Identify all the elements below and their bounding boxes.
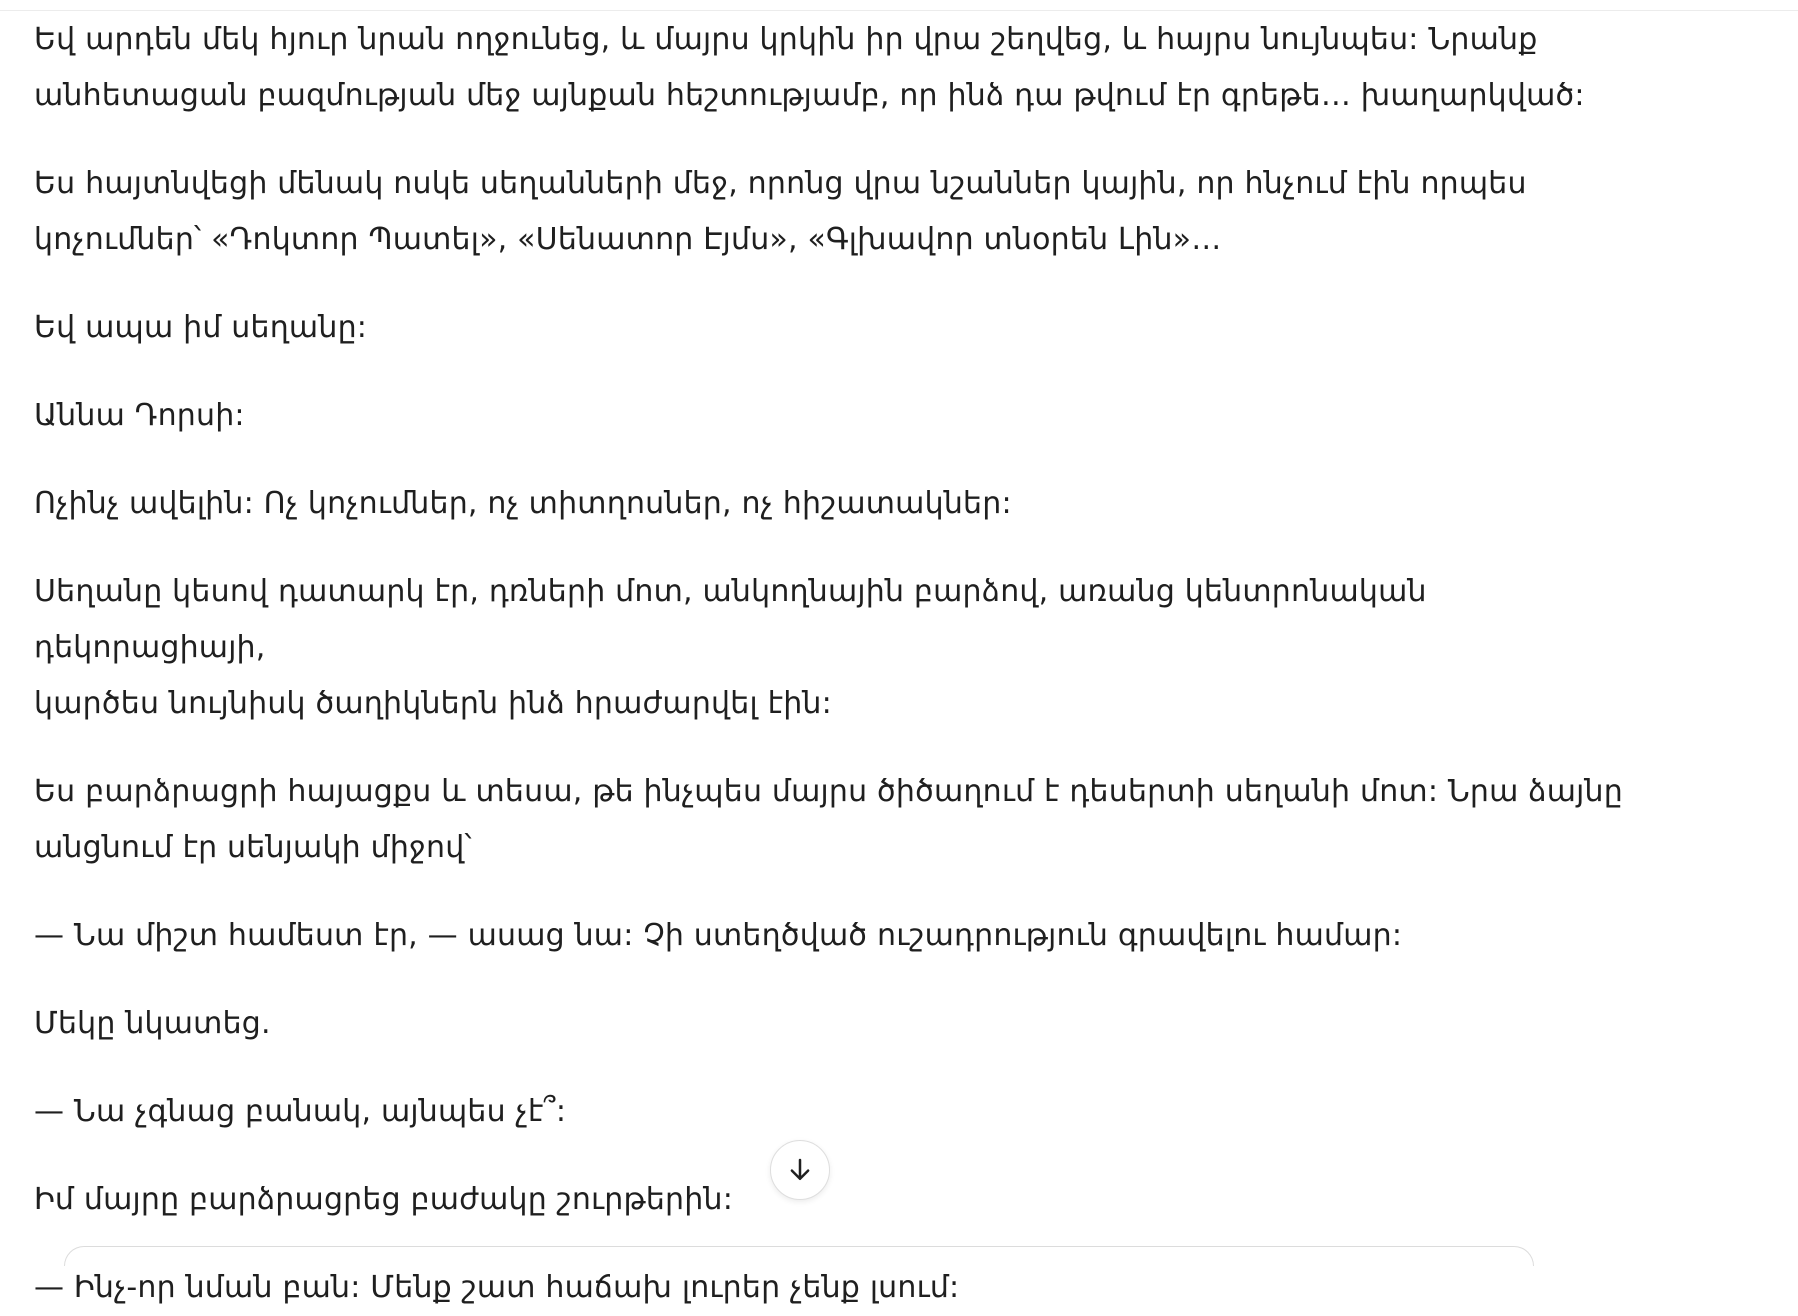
message-composer[interactable]	[64, 1246, 1534, 1266]
message-paragraph: — Նա չգնաց բանակ, այնպես չէ՞:	[34, 1094, 567, 1129]
message-paragraph: Ես բարձրացրի հայացքս և տեսա, թե ինչպես մայրս ծիծաղում է դեսերտի սեղանի մոտ: Նրա ձայնը անցնում էր սենյակի միջով՝	[34, 774, 1623, 865]
message-paragraph: Սեղանը կեսով դատարկ էր, դռների մոտ, անկողնային բարձով, առանց կենտրոնական դեկորացիայի, կարծես նույնիսկ ծաղիկներն ինձ հրաժարվել էին:	[34, 574, 1427, 721]
top-divider	[0, 10, 1798, 11]
message-paragraph: — Նա միշտ համեստ էր, — ասաց նա: Չի ստեղծված ուշադրություն գրավելու համար:	[34, 918, 1403, 953]
scroll-to-bottom-button[interactable]	[770, 1140, 830, 1200]
message-paragraph: Իմ մայրը բարձրացրեց բաժակը շուրթերին:	[34, 1182, 733, 1217]
message-paragraph: Եվ արդեն մեկ հյուր նրան ողջունեց, և մայրս կրկին իր վրա շեղվեց, և հայրս նույնպես: Նրանք անհետացան բազմության մեջ այնքան հեշտությամբ, որ ինձ դա թվում էր գրեթե… խաղարկված:	[34, 22, 1585, 113]
message-paragraph: Ես հայտնվեցի մենակ ոսկե սեղանների մեջ, որոնց վրա նշաններ կային, որ հնչում էին որպես կոչումներ՝ «Դոկտոր Պատել», «Սենատոր Էյմս», «Գլխավոր տնօրեն Լին»…	[34, 166, 1527, 257]
chat-message-content	[34, 12, 1634, 1316]
message-paragraph: Եվ ապա իմ սեղանը:	[34, 310, 368, 345]
message-paragraph: Ոչինչ ավելին: Ոչ կոչումներ, ոչ տիտղոսներ, ոչ հիշատակներ:	[34, 486, 1012, 521]
arrow-down-icon	[785, 1155, 815, 1185]
message-paragraph: — Ինչ-որ նման բան: Մենք շատ հաճախ լուրեր չենք լսում:	[34, 1270, 960, 1305]
message-paragraph: Մեկը նկատեց.	[34, 1006, 271, 1041]
message-paragraph: Աննա Դորսի:	[34, 398, 245, 433]
